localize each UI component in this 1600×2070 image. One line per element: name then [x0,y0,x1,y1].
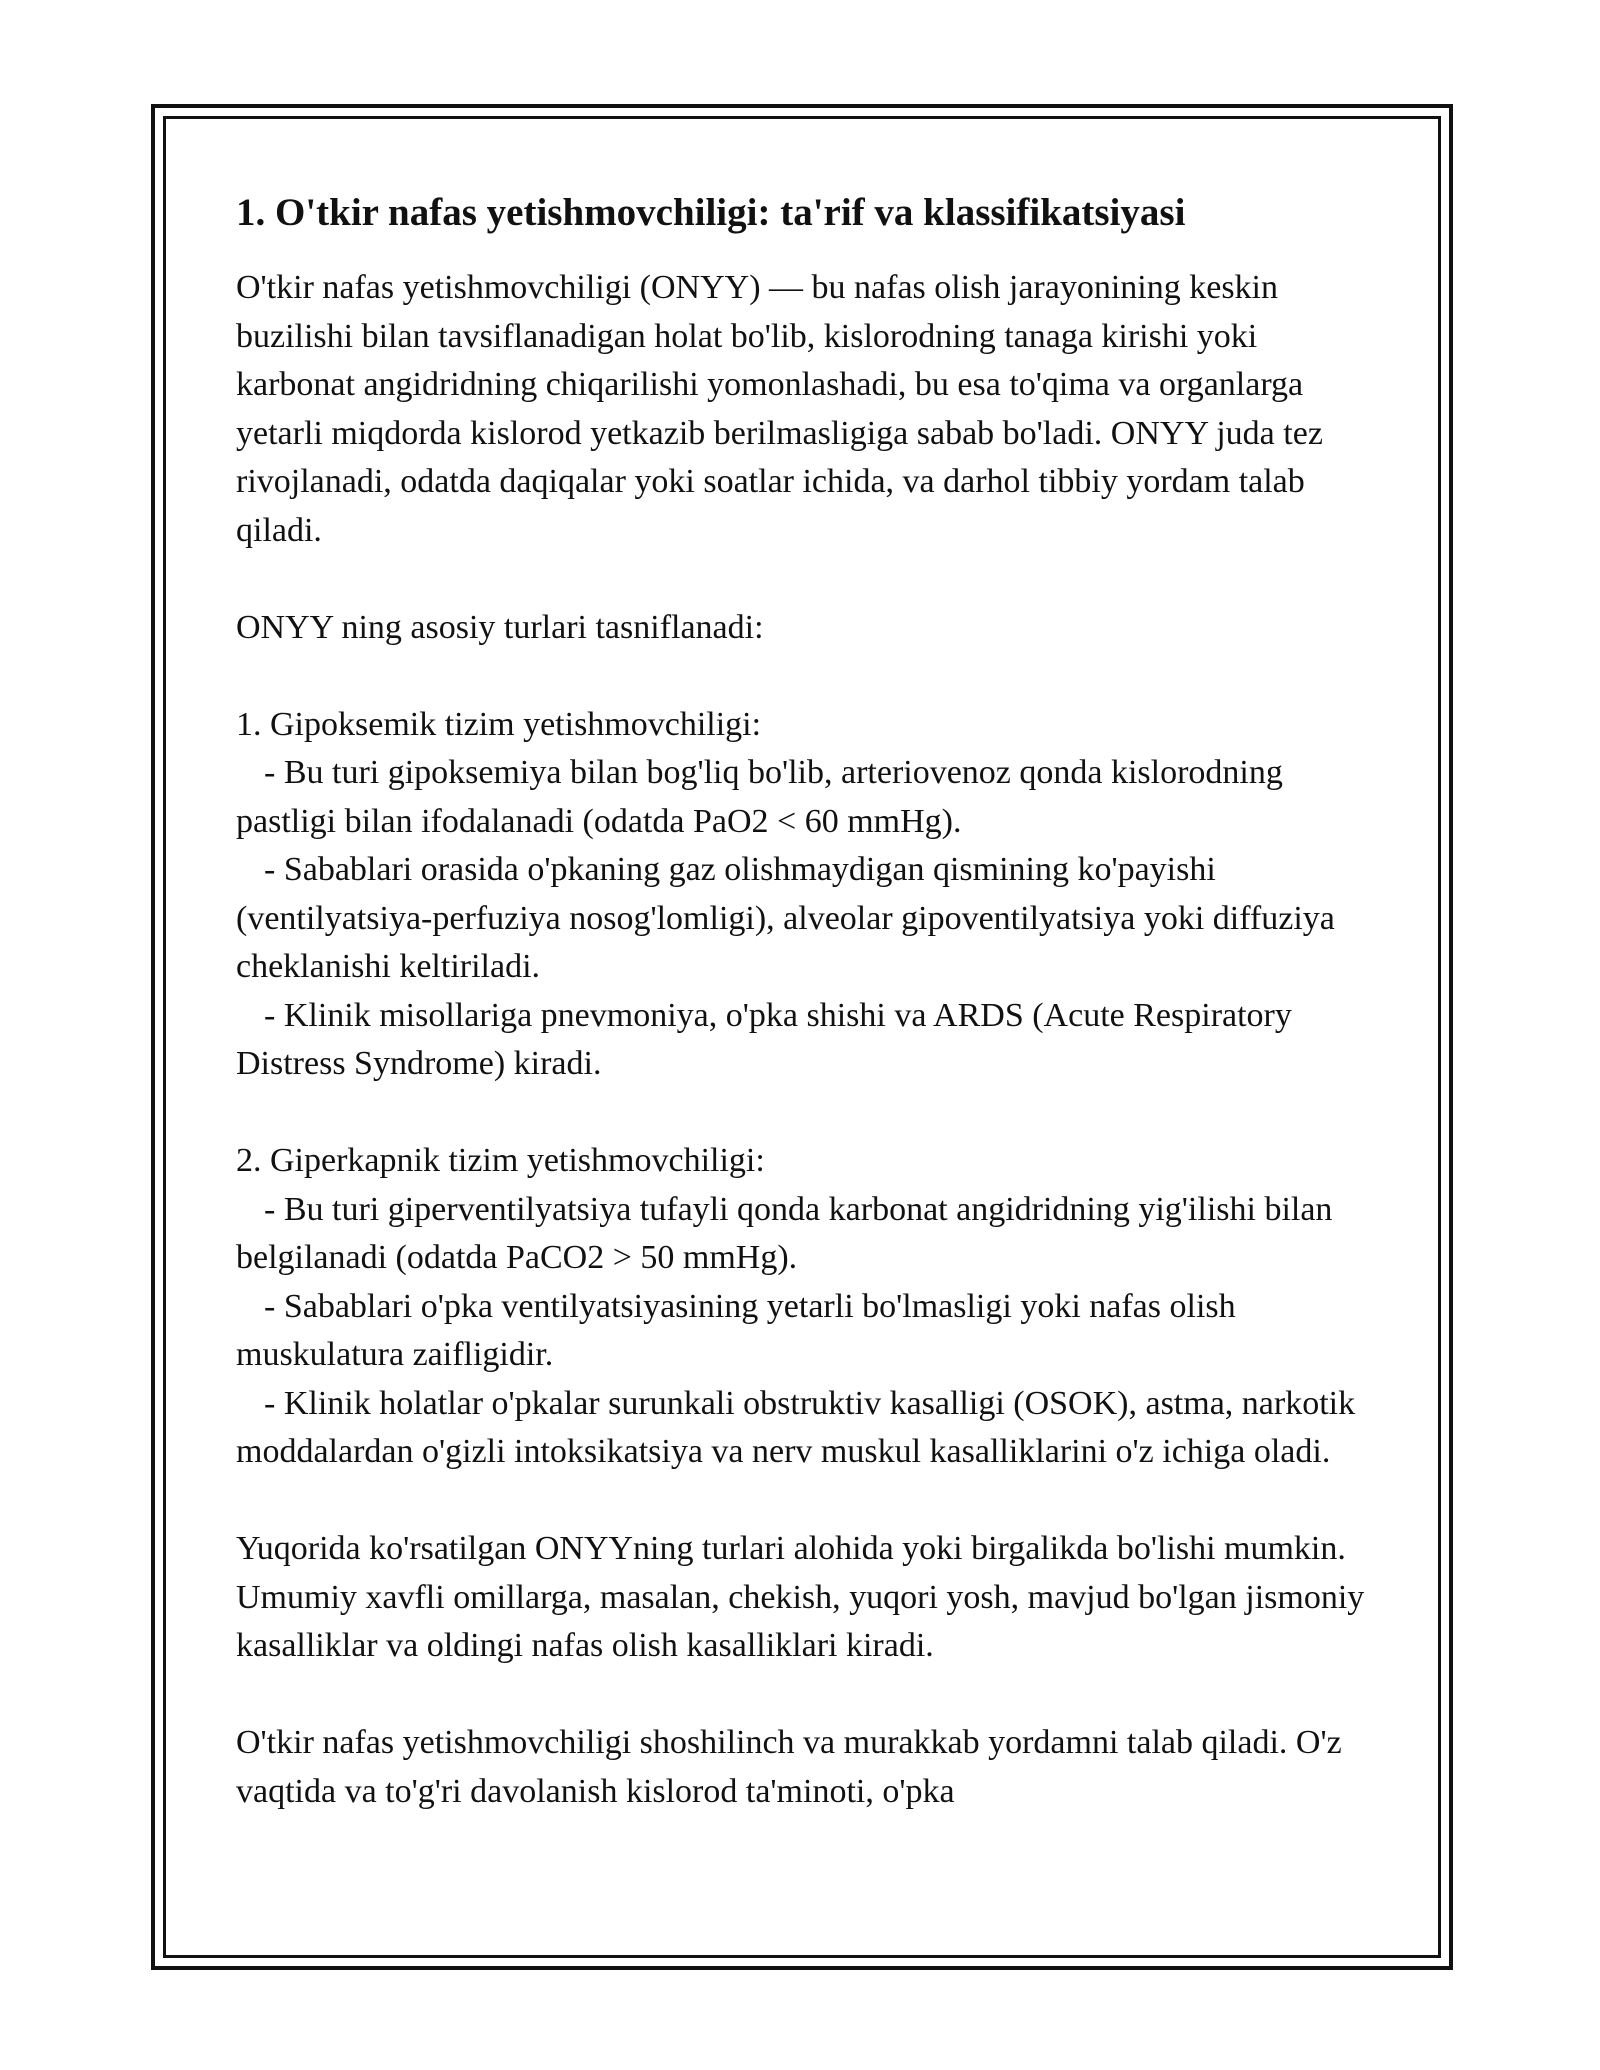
type-block-hypercapnic [236,1137,1376,1477]
paragraph-gap [236,1089,1376,1138]
paragraph-gap [236,1477,1376,1526]
type-title: 2. Giperkapnik tizim yetishmovchiligi: [236,1142,765,1179]
section-heading: 1. O'tkir nafas yetishmovchiligi: ta'rif va klassifikatsiyasi [236,191,1186,234]
paragraph-gap [236,1671,1376,1720]
risks-paragraph: Yuqorida ko'rsatilgan ONYYning turlari alohida yoki birgalikda bo'lishi mumkin. Umumiy xavfli omillarga, masalan, chekish, yuqori yosh, mavjud bo'lgan jismoniy kasalliklar va oldingi nafas olish kasalliklari kiradi. [236,1530,1373,1664]
type-bullet: - Bu turi gipoksemiya bilan bog'liq bo'lib, arteriovenoz qonda kislorodning pastligi bilan ifodalanadi (odatda PaO2 < 60 mmHg). [236,754,1283,840]
type-bullet: - Sabablari o'pka ventilyatsiyasining yetarli bo'lmasligi yoki nafas olish muskulatura zaifligidir. [236,1287,1236,1373]
intro-paragraph: O'tkir nafas yetishmovchiligi (ONYY) — bu nafas olish jarayonining keskin buzilishi bilan tavsiflanadigan holat bo'lib, kislorodning tanaga kirishi yoki karbonat angidridning chiqarilishi yomonlashadi, bu esa to'qima va organlarga yetarli miqdorda kislorod yetkazib berilmasligiga sabab bo'ladi. ONYY juda tez rivojlanadi, odatda daqiqalar yoki soatlar ichida, va darhol tibbiy yordam talab qiladi. [236,269,1332,549]
type-bullet: - Sabablari orasida o'pkaning gaz olishmaydigan qismining ko'payishi (ventilyatsiya-perfuziya nosog'lomligi), alveolar gipoventilyatsiya yoki diffuziya cheklanishi keltiriladi. [236,851,1335,985]
types-lead: ONYY ning asosiy turlari tasniflanadi: [236,608,764,646]
document-body [236,188,1376,1816]
final-paragraph: O'tkir nafas yetishmovchiligi shoshilinch va murakkab yordamni talab qiladi. O'z vaqtida va to'g'ri davolanish kislorod ta'minoti, o'pka [236,1724,1351,1810]
type-bullet: - Bu turi giperventilyatsiya tufayli qonda karbonat angidridning yig'ilishi bilan belgilanadi (odatda PaCO2 > 50 mmHg). [236,1190,1333,1276]
paragraph-gap [236,555,1376,604]
type-block-hypoxemic [236,701,1376,1089]
type-bullet: - Klinik holatlar o'pkalar surunkali obstruktiv kasalligi (OSOK), astma, narkotik moddalardan o'gizli intoksikatsiya va nerv muskul kasalliklarini o'z ichiga oladi. [236,1384,1356,1470]
paragraph-gap [236,652,1376,701]
type-title: 1. Gipoksemik tizim yetishmovchiligi: [236,705,762,743]
type-bullet: - Klinik misollariga pnevmoniya, o'pka shishi va ARDS (Acute Respiratory Distress Syndrome) kiradi. [236,996,1292,1082]
